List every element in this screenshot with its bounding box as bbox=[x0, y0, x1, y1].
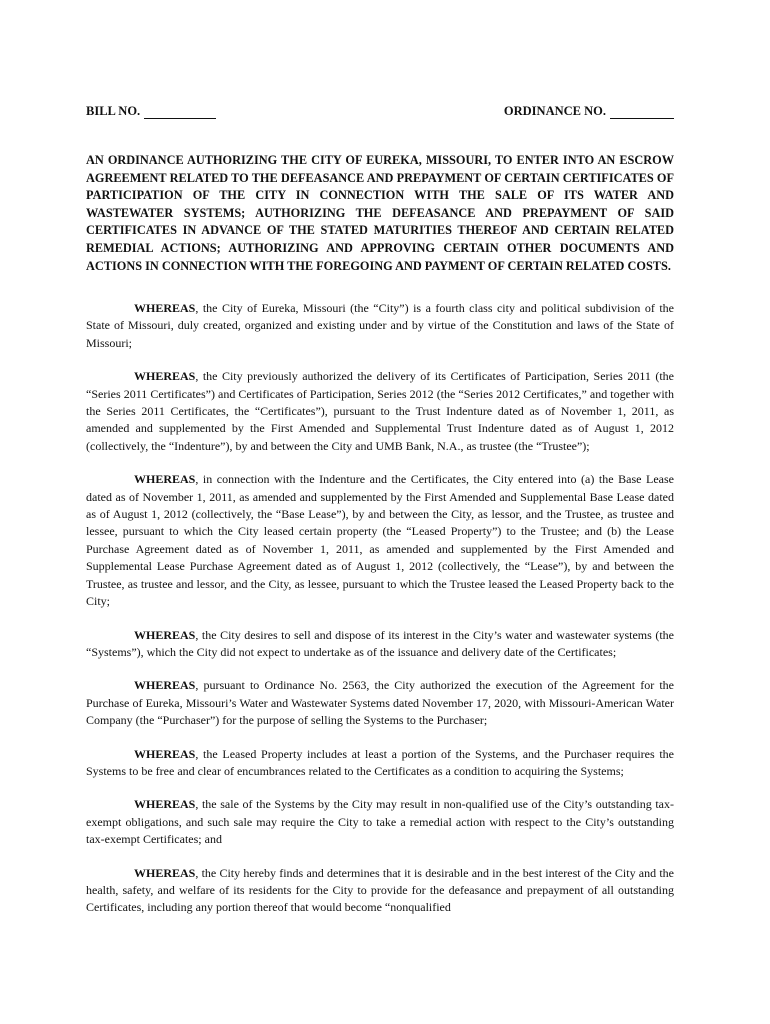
ordinance-number: ORDINANCE NO. bbox=[504, 104, 674, 119]
whereas-paragraph: WHEREAS, the Leased Property includes at least a portion of the Systems, and the Purchaser requires the Systems to be free and clear of encumbrances related to the Certificates as a condition to acquiring the Systems; bbox=[86, 746, 674, 778]
document-header bbox=[86, 104, 674, 119]
bill-number-blank bbox=[144, 118, 216, 119]
ordinance-number-blank bbox=[610, 118, 674, 119]
whereas-paragraph: WHEREAS, the City previously authorized the delivery of its Certificates of Participation, Series 2011 (the “Series 2011 Certificates”) and Certificates of Participation, Series 2012 (the “Series 2012 Certificates,” and together with the Series 2011 Certificates, the “Certificates”), pursuant to the Trust Indenture dated as of November 1, 2011, as amended and supplemented by the First Amended and Supplemental Trust Indenture dated as of August 1, 2012 (collectively, the “Indenture”), by and between the City and UMB Bank, N.A., as trustee (the “Trustee”); bbox=[86, 369, 674, 453]
whereas-clauses bbox=[86, 300, 674, 933]
whereas-paragraph: WHEREAS, in connection with the Indenture and the Certificates, the City entered into (a) the Base Lease dated as of November 1, 2011, as amended and supplemented by the First Amended and Supplemental Base Lease dated as of August 1, 2012 (collectively, the “Base Lease”), by and between the City, as lessor, and the Trustee, as trustee and lessee, pursuant to which the City leased certain property (the “Leased Property”) to the Trustee; and (b) the Lease Purchase Agreement dated as of November 1, 2011, as amended and supplemented by the First Amended and Supplemental Lease Purchase Agreement dated as of August 1, 2012 (collectively, the “Lease”), by and between the Trustee, as trustee and lessor, and the City, as lessee, pursuant to which the Trustee leased the Leased Property back to the City; bbox=[86, 472, 674, 609]
whereas-paragraph: WHEREAS, the City of Eureka, Missouri (the “City”) is a fourth class city and political subdivision of the State of Missouri, duly created, organized and existing under and by virtue of the Constitution and laws of the State of Missouri; bbox=[86, 301, 674, 350]
whereas-paragraph: WHEREAS, the sale of the Systems by the City may result in non-qualified use of the City’s outstanding tax-exempt obligations, and such sale may require the City to take a remedial action with respect to the City’s outstanding tax-exempt Certificates; and bbox=[86, 797, 674, 847]
ordinance-title: AN ORDINANCE AUTHORIZING THE CITY OF EUREKA, MISSOURI, TO ENTER INTO AN ESCROW AGREEMENT RELATED TO THE DEFEASANCE AND PREPAYMENT OF CERTAIN CERTIFICATES OF PARTICIPATION OF THE CITY IN CONNECTION WITH THE SALE OF ITS WATER AND WASTEWATER SYSTEMS; AUTHORIZING THE DEFEASANCE AND PREPAYMENT OF SAID CERTIFICATES IN ADVANCE OF THE STATED MATURITIES THEREOF AND CERTAIN RELATED REMEDIAL ACTIONS; AUTHORIZING AND APPROVING CERTAIN OTHER DOCUMENTS AND ACTIONS IN CONNECTION WITH THE FOREGOING AND PAYMENT OF CERTAIN RELATED COSTS. bbox=[86, 153, 674, 273]
whereas-paragraph: WHEREAS, the City desires to sell and dispose of its interest in the City’s water and wastewater systems (the “Systems”), which the City did not expect to undertake as of the issuance and delivery date of the Certificates; bbox=[86, 627, 674, 659]
bill-number: BILL NO. bbox=[86, 104, 216, 119]
whereas-paragraph: WHEREAS, pursuant to Ordinance No. 2563, the City authorized the execution of the Agreement for the Purchase of Eureka, Missouri’s Water and Wastewater Systems dated November 17, 2020, with Missouri-American Water Company (the “Purchaser”) for the purpose of selling the Systems to the Purchaser; bbox=[86, 678, 674, 728]
whereas-paragraph: WHEREAS, the City hereby finds and determines that it is desirable and in the best interest of the City and the health, safety, and welfare of its residents for the City to provide for the defeasance and prepayment of all outstanding Certificates, including any portion thereof that would become “nonqualified bbox=[86, 865, 674, 915]
